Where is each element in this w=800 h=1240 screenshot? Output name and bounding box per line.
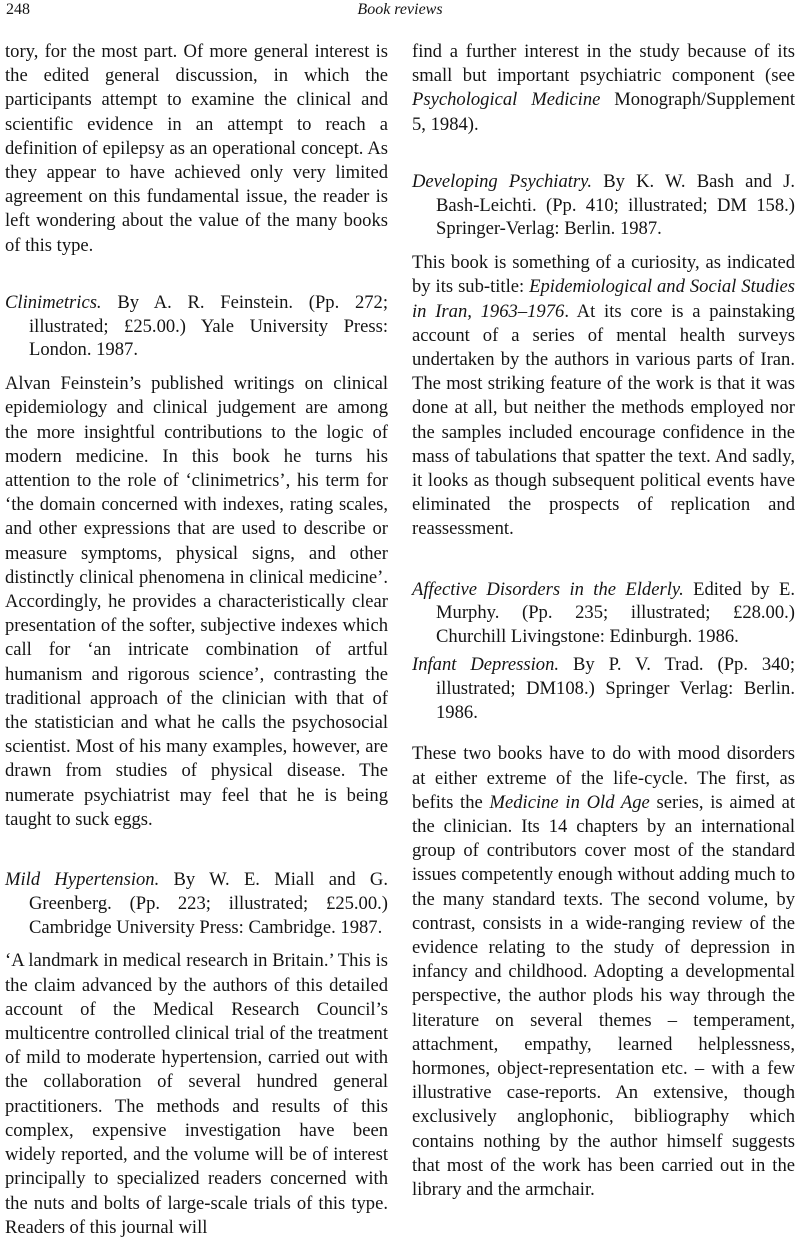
continuation-text: find a further interest in the study because of its small but important psychiatric component (see [412, 41, 795, 87]
citation-infant-depression [412, 653, 795, 724]
review-text: These two books have to do with mood disorders at either extreme of the life-cycle. The first, as befits the [412, 743, 795, 813]
book-details: By A. R. Feinstein. (Pp. 272; illustrated; £25.00.) Yale University Press: London. 1987. [29, 291, 388, 361]
page-number: 248 [6, 1, 30, 18]
review-text-end: series, is aimed at the clinician. Its 14 chapters by an international group of contributors cover most of the standard issues competently enough without adding much to the many standard texts. The second volume, by contrast, consists in a wide-ranging review of the evidence relating to the study of depression in infancy and childhood. Adopting a developmental perspective, the author plods his way through the literature on several themes – temperament, attachment, empathy, learned helplessness, hormones, object-representation etc. – with a few illustrative case-reports. An extensive, though exclusively anglophonic, bibliography which contains nothing by the author himself suggests that most of the work has been carried out in the library and the armchair. [412, 791, 795, 1201]
review-text-end: . At its core is a painstaking account of a series of mental health surveys undertaken by the authors in various parts of Iran. The most striking feature of the work is that it was done at all, but neither the methods employed nor the samples included encourage confidence in the mass of tabulations that spatter the text. And sadly, it looks as though subsequent political events have eliminated the prospects of replication and reassessment. [412, 300, 795, 540]
journal-name: Psychological Medicine [412, 89, 601, 111]
book-title: Mild Hypertension. [5, 869, 160, 891]
page-header [0, 0, 800, 26]
review-body-mild-hypertension: ‘A landmark in medical research in Britain.’ This is the claim advanced by the authors of this detailed account of the Medical Research Council’s multicentre controlled clinical trial of the treatment of mild to moderate hypertension, carried out with the collaboration of several hundred general practitioners. The methods and results of this complex, expensive investigation have been widely reported, and the volume will be of interest principally to specialized readers concerned with the nuts and bolts of large-scale trials of this type. Readers of this journal will [5, 950, 388, 1238]
book-title: Infant Depression. [412, 654, 560, 676]
hypertension-review-continuation [412, 40, 795, 137]
book-subtitle: Epidemiological and Social Studies in Iran, 1963–1976 [412, 276, 795, 322]
book-title: Affective Disorders in the Elderly. [412, 578, 684, 600]
citation-developing-psychiatry [412, 170, 795, 241]
right-column [412, 40, 795, 1202]
book-details: By P. V. Trad. (Pp. 340; illustrated; DM108.) Springer Verlag: Berlin. 1986. [436, 654, 795, 723]
citation-clinimetrics [5, 291, 388, 362]
book-details: By W. E. Miall and G. Greenberg. (Pp. 223; illustrated; £25.00.) Cambridge University Press: Cambridge. 1987. [29, 869, 389, 938]
series-name: Medicine in Old Age [489, 791, 650, 813]
review-body-developing-psychiatry [412, 251, 795, 541]
book-details: By K. W. Bash and J. Bash-Leichti. (Pp. 410; illustrated; DM 158.) Springer-Verlag: Berlin. 1987. [436, 170, 795, 240]
book-title: Clinimetrics. [5, 291, 102, 313]
review-body-mood-disorders [412, 742, 795, 1202]
review-body-clinimetrics: Alvan Feinstein’s published writings on clinical epidemiology and clinical judgement are among the more insightful contributions to the logic of modern medicine. In this book he turns his attention to the role of ‘clinimetrics’, his term for ‘the domain concerned with indexes, rating scales, and other expressions that are used to describe or measure symptoms, physical signs, and other distinctly clinical phenomena in clinical medicine’. Accordingly, he provides a characteristically clear presentation of the softer, subjective indexes which call for ‘an intricate combination of artful humanism and rigorous science’, contrasting the traditional approach of the clinician with that of the statistician and what he calls the psychosocial scientist. Most of his many examples, however, are drawn from studies of physical disease. The numerate psychiatrist may feel that he is being taught to suck eggs. [5, 373, 388, 830]
citation-mild-hypertension [5, 868, 388, 939]
book-details: Edited by E. Murphy. (Pp. 235; illustrated; £28.00.) Churchill Livingstone: Edinburgh. 1986. [436, 578, 795, 648]
review-text: This book is something of a curiosity, as indicated by its sub-title: [412, 252, 795, 298]
running-title: Book reviews [357, 1, 443, 18]
continuation-text-end: Monograph/Supplement 5, 1984). [412, 89, 795, 135]
book-title: Developing Psychiatry. [412, 170, 593, 192]
previous-review-continuation: tory, for the most part. Of more general interest is the edited general discussion, in which the participants attempt to examine the clinical and scientific evidence in an attempt to reach a definition of epilepsy as an operational concept. As they appear to have achieved only very limited agreement on this fundamental issue, the reader is left wondering about the value of the many books of this type. [5, 41, 388, 256]
citation-affective-disorders [412, 578, 795, 649]
left-column [5, 40, 388, 1240]
